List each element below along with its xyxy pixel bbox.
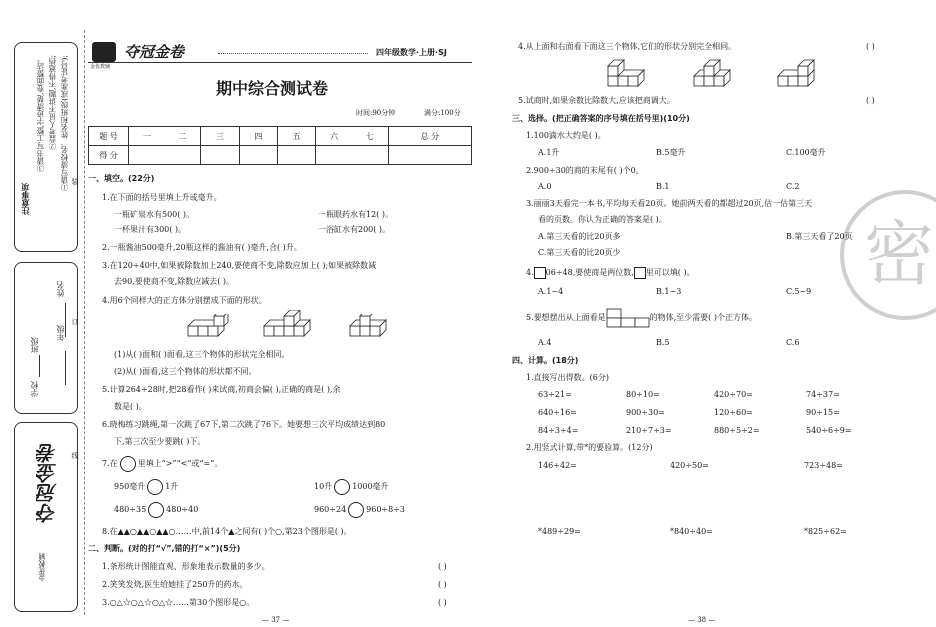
q1c: 一杯果汁有300( )。 (114, 225, 187, 234)
choice-3-b: B.第三天看了20页 (786, 232, 853, 241)
section-4-title: 四、计算。(18分) (512, 356, 579, 365)
oral-item: 74÷37= (806, 390, 840, 399)
judge-4-paren[interactable]: ( ) (866, 42, 875, 51)
section-1-title: 一、填空。(22分) (88, 174, 155, 183)
cut-char-2: 订 (71, 318, 79, 325)
choice-1: 1.100滴水大约是( )。 (526, 131, 606, 140)
q1: 1.在下面的括号里填上升或毫升。 (102, 193, 222, 202)
oral-item: 84÷3÷4= (538, 426, 579, 435)
score-head-5: 五 (278, 127, 316, 146)
judge-2: 2.笑笑发烧,医生给她挂了250升的药水。 (102, 580, 248, 589)
q1b: 一瓶眼药水有12( )。 (318, 210, 393, 219)
q7-3-right: 480÷40 (166, 505, 199, 514)
choice-5-suffix: 的物体,至少需要( )个正方体。 (649, 313, 757, 322)
oral-item: 540÷6÷9= (806, 426, 852, 435)
binding-line (84, 30, 85, 615)
cube-figure-3 (348, 314, 394, 342)
choice-4-a: A.1~4 (538, 287, 564, 296)
q1d: 一浴缸水有200( )。 (318, 225, 391, 234)
score-head-4: 四 (239, 127, 277, 146)
answer-circle[interactable] (147, 479, 163, 495)
q7-4-right: 960÷8÷3 (366, 505, 406, 514)
grade-tag: 四年级数学·上册·SJ (376, 48, 447, 57)
underline-name (65, 303, 66, 337)
score-cell[interactable] (388, 146, 471, 165)
oral-item: 80÷10= (626, 390, 660, 399)
judge-2-paren[interactable]: ( ) (438, 580, 447, 589)
score-head-3: 三 (201, 127, 239, 146)
score-head-1: 一 (129, 127, 165, 146)
score-head-label: 题 号 (89, 127, 129, 146)
choice-3-a: A.第三天看的比20页多 (538, 232, 621, 241)
header-logo: 夺冠金卷 (124, 43, 185, 61)
cut-char-3: 线 (71, 452, 79, 459)
choice-2-a: A.0 (538, 182, 552, 191)
choice-2: 2.900÷30的商的末尾有( )个0。 (526, 166, 644, 175)
oral-item: 120÷60= (714, 408, 753, 417)
score-head-2: 二 (165, 127, 201, 146)
student-info-box (14, 262, 78, 414)
choice-3-line2: 看的页数。你认为正确的答案是( )。 (538, 215, 667, 224)
secret-seal-stamp: 密 (840, 190, 936, 320)
q7-4-left: 960÷24 (314, 505, 347, 514)
choice-4-suffix: 里可以填( )。 (645, 268, 695, 277)
blank-box-icon (534, 267, 546, 279)
oral-item: 640÷16= (538, 408, 577, 417)
choice-2-c: C.2 (786, 182, 800, 191)
q4b: (2)从( )面看,这三个物体的形状都不同。 (114, 367, 257, 376)
section-3-title: 三、选择。(把正确答案的序号填在括号里)(10分) (512, 114, 690, 123)
vertical-calc-5: *840÷40= (670, 527, 713, 536)
q6-line2: 下,第三次至少要跳( )下。 (114, 437, 206, 446)
stack-figure-3 (776, 56, 824, 90)
q7-item-1 (114, 479, 178, 495)
judge-5-paren[interactable]: ( ) (866, 96, 875, 105)
page-number-left: — 37 — (262, 616, 290, 624)
field-name: 姓名 (56, 281, 65, 297)
cut-char-1: 装 (71, 178, 79, 185)
choice-4-mid: 06÷48,要使商是两位数, (545, 268, 634, 277)
q7 (102, 456, 222, 472)
field-class: 班级 (30, 337, 39, 353)
brand-vertical: 夺冠金卷 (36, 443, 60, 523)
underline-grade (65, 351, 66, 385)
brand-box (14, 422, 78, 612)
answer-circle[interactable] (148, 502, 164, 518)
notice-line-3: ③请书写工整,字迹清楚,卷面整洁。 (36, 55, 45, 173)
section-2-title: 二、判断。(对的打“√”,错的打“×”)(5分) (88, 544, 241, 553)
q7-1-right: 1升 (165, 482, 179, 491)
q4: 4.用6个同样大的正方体分别摆成下面的形状。 (102, 296, 267, 305)
margin-strip (0, 0, 86, 627)
vertical-calc-4: *489÷29= (538, 527, 581, 536)
q7-1-left: 950毫升 (114, 482, 146, 491)
choice-1-b: B.5毫升 (656, 148, 686, 157)
cube-figure-1 (186, 314, 234, 342)
q6-line1: 6.晓梅练习跳绳,第一次跳了67下,第二次跳了76下。她要想三次平均成绩达到80 (102, 420, 386, 429)
q7-3-left: 480÷35 (114, 505, 147, 514)
q5-line1: 5.计算264÷28时,把28看作( )来试商,初商会偏( ),正确的商是( ),余 (102, 385, 341, 394)
choice-3-c: C.第三天看的比20页少 (538, 248, 621, 257)
notice-label: 注意事项 (20, 183, 30, 215)
q7-item-2 (314, 479, 389, 495)
score-cell[interactable] (278, 146, 316, 165)
compare-circle-icon (120, 456, 136, 472)
vertical-calc-3: 723÷48= (804, 461, 843, 470)
q3-line2: 去90,要使商不变,除数应减去( )。 (114, 277, 235, 286)
score-row-label: 得 分 (89, 146, 129, 165)
choice-4-prefix: 4. (526, 268, 534, 277)
calc-2: 2.用竖式计算,带*的要验算。(12分) (526, 443, 653, 452)
judge-3-paren[interactable]: ( ) (438, 598, 447, 607)
field-grade: 年级 (56, 325, 65, 341)
header-dotted-rule (218, 53, 368, 54)
score-cell[interactable] (129, 146, 201, 165)
q3-line1: 3.在120÷40中,如果被除数加上240,要使商不变,除数应加上( );如果被除数减 (102, 261, 377, 270)
top-view-shape-icon (606, 308, 650, 328)
full-marks: 满分:100分 (424, 109, 461, 117)
q8: 8.在▲▲○▲▲○▲▲○……中,前14个▲之间有( )个○,第23个图形是( )。 (102, 527, 352, 536)
score-cell[interactable] (201, 146, 239, 165)
q7-item-3 (114, 502, 198, 518)
choice-1-a: A.1升 (538, 148, 560, 157)
judge-5: 5.试商时,如果余数比除数大,应该把商调大。 (518, 96, 675, 105)
oral-item: 210÷7÷3= (626, 426, 672, 435)
notice-line-2: ②监考人员不讲题,不得遮挡; (48, 55, 57, 150)
stack-figure-1 (606, 56, 654, 90)
choice-4-c: C.5~9 (786, 287, 812, 296)
q7-2-right: 1000毫升 (352, 482, 389, 491)
notice-line-1: ①请写清校名、姓名和班级(或准考证号); (60, 55, 69, 191)
q5-line2: 数是( )。 (114, 402, 147, 411)
oral-item: 63÷21= (538, 390, 572, 399)
judge-1-paren[interactable]: ( ) (438, 562, 447, 571)
choice-5 (526, 308, 757, 328)
page-number-right: — 38 — (688, 616, 716, 624)
stack-figure-2 (692, 56, 740, 90)
header-logo-badge (92, 42, 116, 62)
judge-4: 4.从上面和右面看下面这三个物体,它们的形状分别完全相同。 (518, 42, 737, 51)
oral-item: 420÷70= (714, 390, 753, 399)
score-cell[interactable] (316, 146, 388, 165)
field-school: 学校 (30, 381, 39, 397)
choice-1-c: C.100毫升 (786, 148, 826, 157)
choice-4 (526, 266, 695, 280)
q7-item-4 (314, 502, 405, 518)
choice-3-line1: 3.丽丽3天看完一本书,平均每天看20页。她前两天看的都超过20页,估一估第三天 (526, 199, 813, 208)
judge-1: 1.条形统计图能直观、形象地表示数量的多少。 (102, 562, 270, 571)
q7-suffix: 里填上“>”“<”或“=”。 (137, 459, 223, 468)
exam-time: 时间:90分钟 (356, 109, 396, 117)
choice-2-b: B.1 (656, 182, 670, 191)
score-table (88, 126, 472, 165)
score-head-7: 七 (352, 127, 388, 146)
choice-5-c: C.6 (786, 338, 800, 347)
header-rule (88, 62, 472, 63)
choice-4-b: B.1~3 (656, 287, 682, 296)
q4a: (1)从( )面和( )面看,这三个物体的形状完全相同。 (114, 350, 290, 359)
score-cell[interactable] (239, 146, 277, 165)
page-title: 期中综合测试卷 (216, 79, 329, 98)
choice-5-prefix: 5.要想摆出从上面看是 (526, 313, 606, 322)
vertical-calc-6: *825÷62= (804, 527, 847, 536)
notice-box (14, 42, 78, 252)
answer-circle[interactable] (348, 502, 364, 518)
q1a: 一瓶矿泉水有500( )。 (114, 210, 195, 219)
oral-item: 880÷5÷2= (714, 426, 760, 435)
publisher-vertical: 金优教辅 (38, 553, 46, 581)
q7-prefix: 7.在 (102, 459, 118, 468)
calc-1: 1.直接写出得数。(6分) (526, 373, 609, 382)
oral-item: 90÷15= (806, 408, 840, 417)
score-head-total: 总 分 (388, 127, 471, 146)
answer-circle[interactable] (334, 479, 350, 495)
q7-2-left: 10升 (314, 482, 333, 491)
oral-item: 900÷30= (626, 408, 665, 417)
blank-box-icon (634, 267, 646, 279)
vertical-calc-2: 420÷50= (670, 461, 709, 470)
score-head-6: 六 (316, 127, 352, 146)
choice-5-b: B.5 (656, 338, 670, 347)
underline-school (39, 355, 40, 377)
q2: 2.一瓶酱油500毫升,20瓶这样的酱油有( )毫升,合( )升。 (102, 243, 302, 252)
choice-5-a: A.4 (538, 338, 552, 347)
cube-figure-2 (262, 310, 318, 342)
header-publisher: 金优教辅 (90, 64, 111, 70)
vertical-calc-1: 146÷42= (538, 461, 577, 470)
judge-3: 3.○△☆○△☆○△☆……第30个图形是○。 (102, 598, 255, 607)
